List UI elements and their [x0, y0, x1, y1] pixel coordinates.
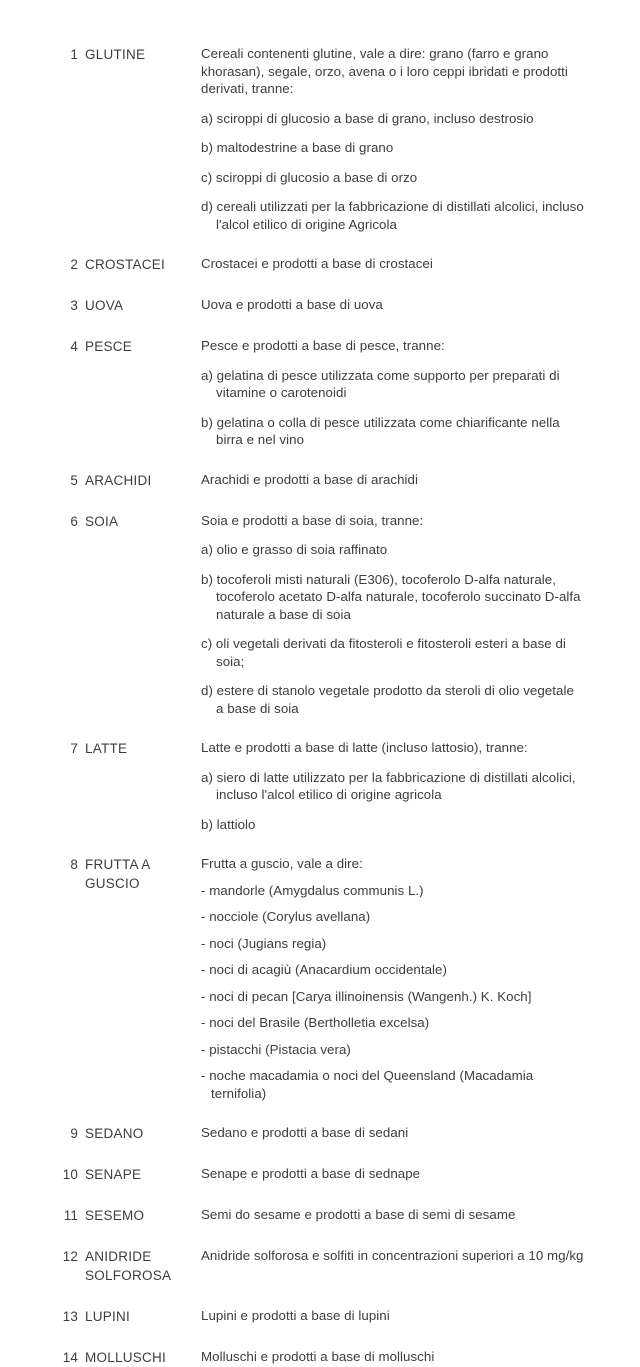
- allergen-name: CROSTACEI: [85, 257, 166, 272]
- allergen-row: [56, 45, 584, 233]
- allergen-number: 10: [62, 1167, 78, 1182]
- allergen-exception-item: b) tocoferoli misti naturali (E306), tocoferolo D-alfa naturale, tocoferolo acetato D-alfa naturale, tocoferolo succinato D-alfa naturale a base di soia: [201, 571, 581, 622]
- allergen-row: [56, 739, 584, 833]
- allergen-bullet-item: - pistacchi (Pistacia vera): [201, 1041, 351, 1057]
- allergen-exception-item: d) cereali utilizzati per la fabbricazione di distillati alcolici, incluso l'alcol etilico di origine Agricola: [201, 199, 584, 232]
- allergen-name: MOLLUSCHI: [85, 1350, 167, 1365]
- allergen-exception-item: b) gelatina o colla di pesce utilizzata come chiarificante nella birra e nel vino: [201, 414, 560, 447]
- allergen-number: 8: [70, 857, 78, 872]
- allergen-name: SOIA: [85, 513, 119, 529]
- allergen-description-lead: Frutta a guscio, vale a dire:: [201, 856, 363, 871]
- allergen-row: [56, 337, 584, 449]
- allergen-description: [201, 1165, 584, 1183]
- allergen-row: [56, 1247, 584, 1285]
- allergen-description-lead: Senape e prodotti a base di sednape: [201, 1166, 421, 1181]
- allergen-description: [201, 739, 584, 833]
- allergen-description: [201, 1247, 584, 1265]
- allergen-exception-item: d) estere di stanolo vegetale prodotto da steroli di olio vegetale a base di soia: [201, 683, 574, 716]
- allergen-number: 4: [70, 339, 78, 354]
- allergen-bullet-item: - mandorle (Amygdalus communis L.): [201, 882, 424, 898]
- allergen-exception-item: b) maltodestrine a base di grano: [201, 140, 394, 155]
- allergen-number: 1: [70, 47, 78, 62]
- allergen-exception-item: a) siero di latte utilizzato per la fabbricazione di distillati alcolici, incluso l'alcol etilico di origine agricola: [201, 769, 576, 802]
- allergen-name: LATTE: [85, 741, 128, 756]
- allergen-bullet-item: - noci (Jugians regia): [201, 935, 327, 951]
- allergen-description-lead: Arachidi e prodotti a base di arachidi: [201, 471, 418, 487]
- allergen-name: ARACHIDI: [85, 472, 152, 488]
- allergen-row: [56, 296, 584, 315]
- allergen-name: SENAPE: [85, 1167, 142, 1182]
- allergen-number: 9: [70, 1126, 78, 1141]
- allergen-row: [56, 1307, 584, 1326]
- allergen-description-lead: Uova e prodotti a base di uova: [201, 297, 383, 312]
- allergen-exception-item: a) olio e grasso di soia raffinato: [201, 542, 388, 557]
- allergen-name: SEDANO: [85, 1126, 144, 1141]
- allergen-description: [201, 1124, 584, 1142]
- allergen-row: [56, 1206, 584, 1225]
- allergen-bullet-item: - noci di acagiù (Anacardium occidentale): [201, 962, 447, 977]
- allergen-number: 5: [70, 472, 78, 488]
- allergen-description: [201, 855, 584, 1102]
- allergen-description: [201, 1307, 584, 1325]
- allergen-bullet-item: - noci di pecan [Carya illinoinensis (Wangenh.) K. Koch]: [201, 988, 532, 1004]
- allergen-description-lead: Sedano e prodotti a base di sedani: [201, 1125, 409, 1140]
- allergen-name: ANIDRIDE SOLFOROSA: [85, 1249, 172, 1283]
- allergen-number: 11: [63, 1208, 78, 1223]
- allergen-name: SESEMO: [85, 1208, 145, 1223]
- allergen-description-lead: Latte e prodotti a base di latte (incluso lattosio), tranne:: [201, 740, 528, 755]
- allergen-name: PESCE: [85, 339, 133, 354]
- allergen-bullet-item: - noche macadamia o noci del Queensland (Macadamia ternifolia): [201, 1068, 534, 1101]
- allergen-description-lead: Crostacei e prodotti a base di crostacei: [201, 256, 433, 271]
- allergen-exception-item: a) gelatina di pesce utilizzata come supporto per preparati di vitamine o carotenoidi: [201, 367, 560, 400]
- allergen-number: 6: [70, 513, 78, 529]
- allergen-name: GLUTINE: [85, 47, 146, 62]
- allergen-name: LUPINI: [85, 1309, 131, 1324]
- allergen-description-lead: Pesce e prodotti a base di pesce, tranne:: [201, 338, 445, 353]
- allergen-bullet-item: - nocciole (Corylus avellana): [201, 909, 371, 924]
- allergen-description-lead: Anidride solforosa e solfiti in concentrazioni superiori a 10 mg/kg: [201, 1248, 584, 1263]
- allergen-row: [56, 255, 584, 274]
- allergen-description: [201, 45, 584, 233]
- allergen-description-lead: Soia e prodotti a base di soia, tranne:: [201, 512, 424, 528]
- allergen-number: 14: [62, 1350, 78, 1365]
- allergen-row: [56, 471, 584, 490]
- allergen-name: FRUTTA A GUSCIO: [85, 857, 150, 891]
- allergen-exception-item: b) lattiolo: [201, 816, 256, 832]
- allergen-description: [201, 296, 584, 314]
- allergen-number: 7: [70, 741, 78, 756]
- allergen-description: [201, 1206, 584, 1224]
- allergen-number: 3: [70, 298, 78, 313]
- allergen-description-lead: Lupini e prodotti a base di lupini: [201, 1308, 390, 1323]
- allergen-description: [201, 255, 584, 273]
- allergen-exception-item: c) oli vegetali derivati da fitosteroli e fitosteroli esteri a base di soia;: [201, 636, 566, 669]
- allergen-number: 13: [62, 1309, 78, 1324]
- allergen-description-lead: Molluschi e prodotti a base di molluschi: [201, 1349, 435, 1364]
- allergen-row: [56, 512, 584, 718]
- allergen-number: 12: [62, 1249, 78, 1264]
- allergen-description: [201, 471, 584, 489]
- allergen-description-lead: Semi do sesame e prodotti a base di semi di sesame: [201, 1207, 516, 1222]
- allergen-exception-item: a) sciroppi di glucosio a base di grano, incluso destrosio: [201, 110, 534, 126]
- allergen-description: [201, 337, 584, 449]
- allergen-row: [56, 1165, 584, 1184]
- allergen-exception-item: c) sciroppi di glucosio a base di orzo: [201, 169, 418, 185]
- allergen-row: [56, 1348, 584, 1367]
- allergen-row: [56, 855, 584, 1102]
- allergen-number: 2: [70, 257, 78, 272]
- allergen-description-lead: Cereali contenenti glutine, vale a dire: grano (farro e grano khorasan), segale, orzo, avena o i loro ceppi ibridati e prodotti derivati, tranne:: [201, 46, 568, 96]
- allergen-row: [56, 1124, 584, 1143]
- allergen-bullet-item: - noci del Brasile (Bertholletia excelsa): [201, 1015, 430, 1030]
- allergen-description: [201, 512, 584, 718]
- allergen-name: UOVA: [85, 298, 124, 313]
